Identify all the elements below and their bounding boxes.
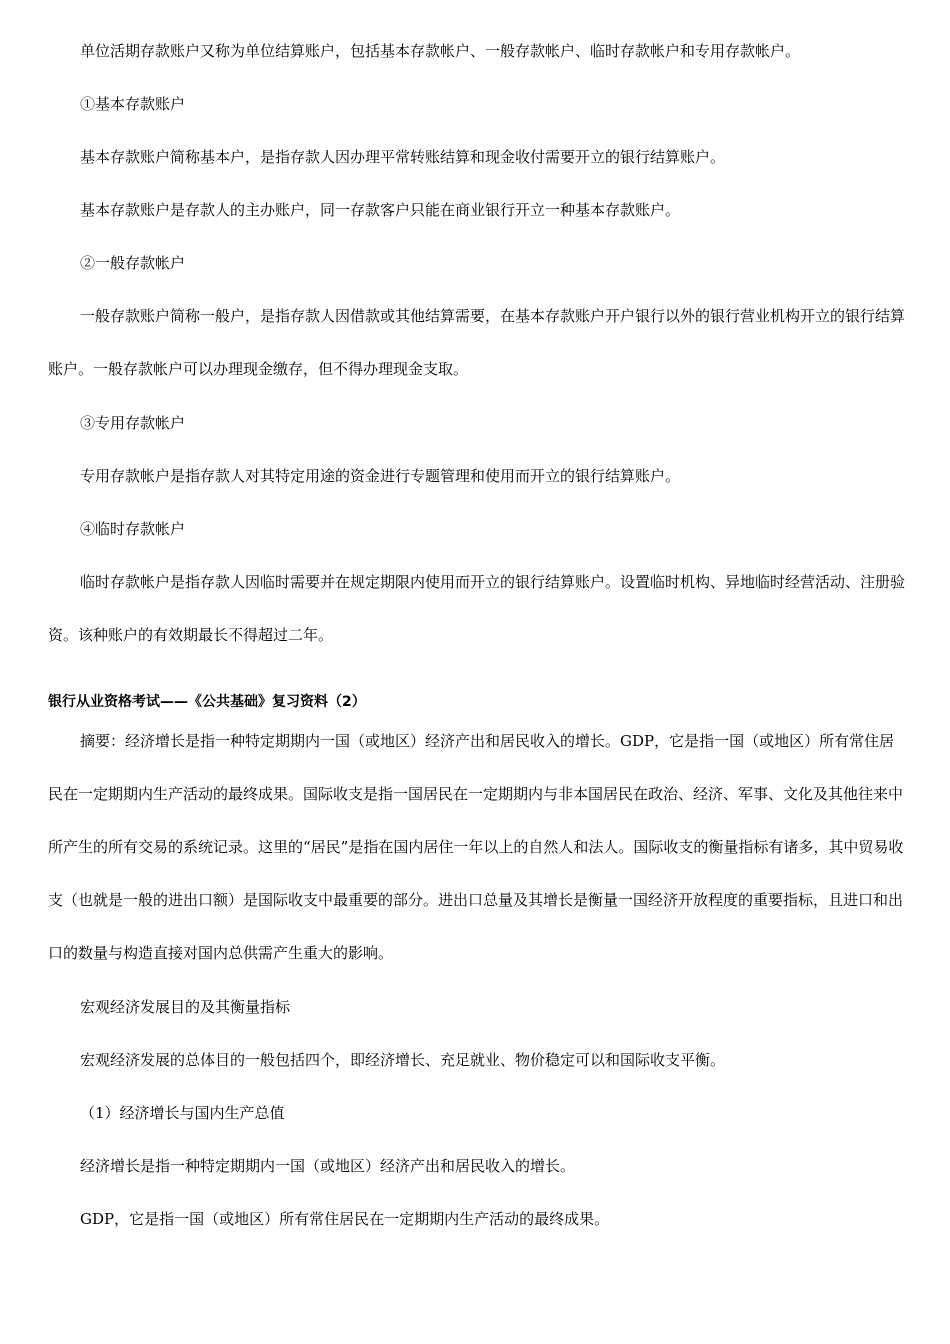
subheading-temporary-account: ④临时存款帐户	[80, 520, 186, 538]
subheading-growth-gdp: （1）经济增长与国内生产总值	[80, 1104, 285, 1122]
paragraph-special-account-def: 专用存款帐户是指存款人对其特定用途的资金进行专题管理和使用而开立的银行结算账户。	[80, 467, 681, 485]
document-page	[48, 38, 906, 1232]
subheading-basic-account: ①基本存款账户	[80, 95, 186, 113]
paragraph-account-intro: 单位活期存款账户又称为单位结算账户，包括基本存款帐户、一般存款帐户、临时存款帐户和专用存款帐户。	[80, 42, 801, 60]
paragraph-temporary-account-def: 临时存款帐户是指存款人因临时需要并在规定期限内使用而开立的银行结算账户。设置临时机构、异地临时经营活动、注册验资。该种账户的有效期最长不得超过二年。	[48, 573, 906, 644]
paragraph-basic-account-main: 基本存款账户是存款人的主办账户，同一存款客户只能在商业银行开立一种基本存款账户。	[80, 201, 681, 219]
paragraph-gdp-def: GDP，它是指一国（或地区）所有常住居民在一定期期内生产活动的最终成果。	[80, 1210, 610, 1228]
paragraph-macro-goals: 宏观经济发展的总体目的一般包括四个，即经济增长、充足就业、物价稳定可以和国际收支平衡。	[80, 1051, 726, 1069]
section-heading: 银行从业资格考试——《公共基础》复习资料（2）	[48, 694, 366, 710]
subheading-special-account: ③专用存款帐户	[80, 414, 186, 432]
subheading-general-account: ②一般存款帐户	[80, 254, 186, 272]
paragraph-growth-def: 经济增长是指一种特定期期内一国（或地区）经济产出和居民收入的增长。	[80, 1157, 576, 1175]
paragraph-abstract: 摘要：经济增长是指一种特定期期内一国（或地区）经济产出和居民收入的增长。GDP，它是指一国（或地区）所有常住居民在一定期期内生产活动的最终成果。国际收支是指一国居民在一定期期内与非本国居民在政治、经济、军事、文化及其他往来中所产生的所有交易的系统记录。这里的“居民”是指在国内居住一年以上的自然人和法人。国际收支的衡量指标有诸多，其中贸易收支（也就是一般的进出口额）是国际收支中最重要的部分。进出口总量及其增长是衡量一国经济开放程度的重要指标，且进口和出口的数量与构造直接对国内总供需产生重大的影响。	[48, 732, 904, 962]
paragraph-general-account-def: 一般存款账户简称一般户，是指存款人因借款或其他结算需要，在基本存款账户开户银行以外的银行营业机构开立的银行结算账户。一般存款帐户可以办理现金缴存，但不得办理现金支取。	[48, 307, 906, 378]
subheading-macro-goals: 宏观经济发展目的及其衡量指标	[80, 998, 291, 1016]
paragraph-basic-account-def: 基本存款账户简称基本户，是指存款人因办理平常转账结算和现金收付需要开立的银行结算账户。	[80, 148, 726, 166]
